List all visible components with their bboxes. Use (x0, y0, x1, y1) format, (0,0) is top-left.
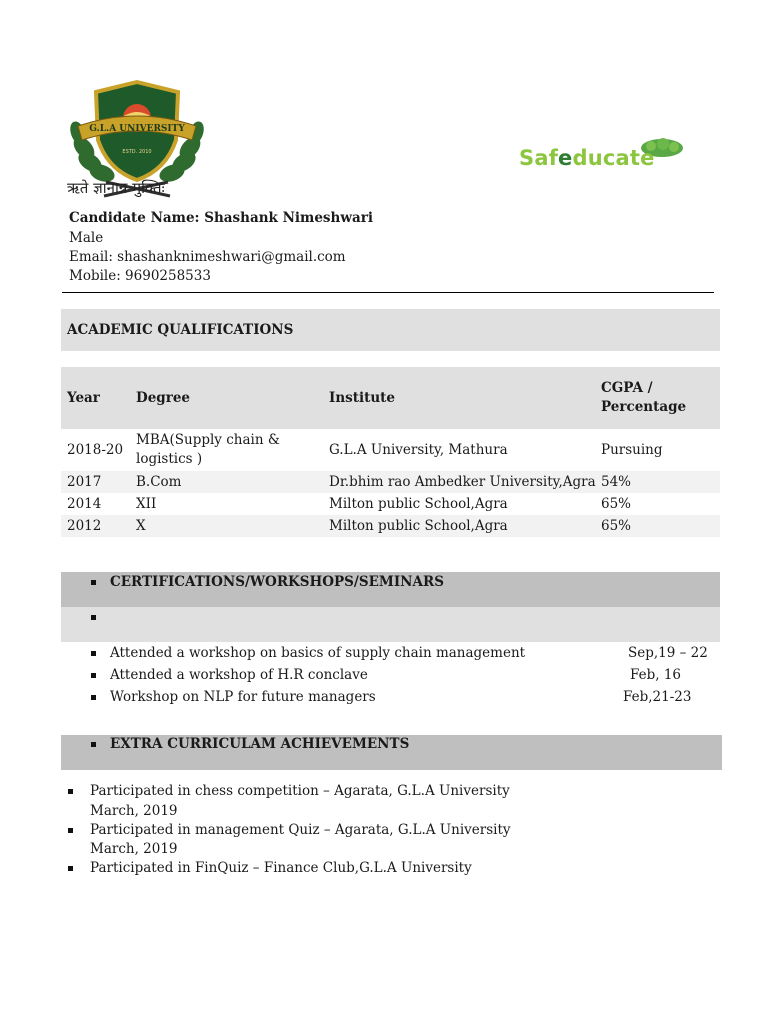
bullet-icon (68, 828, 73, 833)
bullet-icon (91, 651, 96, 656)
bullet-icon (91, 742, 96, 747)
cell-cgpa: 65% (601, 496, 632, 512)
crest-banner-text: G.L.A UNIVERSITY (89, 124, 185, 134)
candidate-mobile: Mobile: 9690258533 (69, 268, 211, 284)
cell-institute: Milton public School,Agra (329, 496, 508, 512)
item-text: Participated in FinQuiz – Finance Club,G.L.A University (90, 860, 472, 876)
academic-section-header (61, 309, 720, 351)
extra-section-title: EXTRA CURRICULAM ACHIEVEMENTS (91, 735, 409, 754)
item-text: Attended a workshop of H.R conclave (110, 667, 368, 683)
cell-cgpa: 54% (601, 474, 632, 490)
list-item (91, 644, 701, 663)
list-item (68, 859, 628, 878)
certifications-section-title: CERTIFICATIONS/WORKSHOPS/SEMINARS (91, 573, 444, 592)
item-subtext: March, 2019 (90, 803, 178, 819)
item-text: Participated in management Quiz – Agarata, G.L.A University (90, 822, 511, 838)
crest-estd-text: ESTD. 2010 (122, 149, 152, 155)
item-date: Feb, 16 (630, 667, 682, 683)
list-item (68, 821, 628, 840)
table-row (61, 429, 720, 471)
cell-cgpa: 65% (601, 518, 632, 534)
candidate-name: Candidate Name: Shashank Nimeshwari (69, 210, 373, 226)
certifications-section-header (61, 572, 720, 607)
table-row (61, 515, 720, 537)
cell-institute: G.L.A University, Mathura (329, 442, 508, 458)
col-cgpa: CGPA / Percentage (601, 380, 687, 415)
item-text: Workshop on NLP for future managers (110, 689, 376, 705)
table-row (61, 493, 720, 515)
item-date: Feb,21-23 (623, 689, 692, 705)
cell-year: 2017 (67, 474, 102, 490)
cell-year: 2014 (67, 496, 102, 512)
bullet-icon (68, 789, 73, 794)
safeducate-wordmark: Safeducate (519, 146, 655, 170)
candidate-gender: Male (69, 230, 104, 246)
cell-institute: Dr.bhim rao Ambedker University,Agra (329, 474, 596, 490)
col-year: Year (67, 390, 100, 406)
bullet-icon (91, 673, 96, 678)
cell-degree: XII (136, 496, 157, 512)
certifications-empty-band (61, 607, 720, 642)
university-motto: ऋते ज्ञानान्न मुक्तिः (67, 179, 165, 197)
item-text: Attended a workshop on basics of supply chain management (110, 645, 526, 661)
bullet-icon (91, 615, 96, 620)
cell-cgpa: Pursuing (601, 442, 663, 458)
cell-year: 2012 (67, 518, 102, 534)
academic-section-title: ACADEMIC QUALIFICATIONS (67, 322, 294, 338)
cell-year: 2018-20 (67, 442, 124, 458)
cell-institute: Milton public School,Agra (329, 518, 508, 534)
table-header-row (61, 367, 720, 429)
cell-degree: MBA(Supply chain & logistics ) (136, 432, 280, 467)
list-item (68, 782, 628, 801)
safeducate-logo (519, 138, 689, 172)
col-degree: Degree (136, 390, 191, 406)
bullet-icon (91, 580, 96, 585)
cell-degree: B.Com (136, 474, 182, 490)
col-institute: Institute (329, 390, 395, 406)
academic-table (61, 367, 720, 537)
table-row (61, 471, 720, 493)
item-subtext: March, 2019 (90, 841, 178, 857)
header-divider (62, 292, 714, 293)
list-item (91, 666, 601, 685)
item-date: Sep,19 – 22 (628, 645, 708, 661)
bullet-icon (68, 866, 73, 871)
cell-degree: X (136, 518, 146, 534)
item-text: Participated in chess competition – Agarata, G.L.A University (90, 783, 510, 799)
bullet-icon (91, 695, 96, 700)
list-item (91, 688, 601, 707)
extra-section-header (61, 735, 722, 770)
candidate-email: Email: shashanknimeshwari@gmail.com (69, 249, 346, 265)
